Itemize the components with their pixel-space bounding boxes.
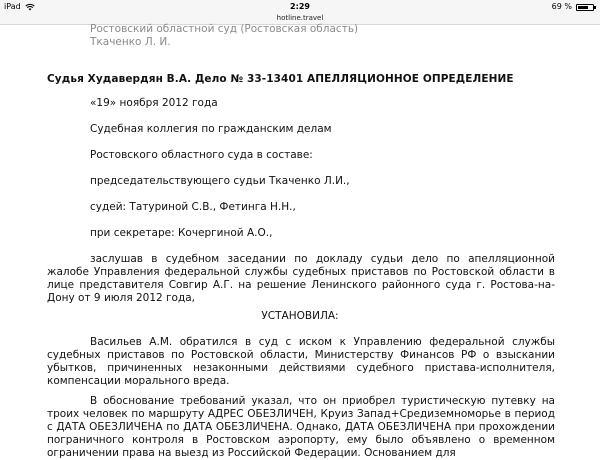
status-time: 2:29 bbox=[290, 2, 310, 11]
status-bar bbox=[0, 0, 600, 14]
document-page bbox=[0, 23, 600, 459]
paragraph-hearing-text: заслушав в судебном заседании по докладу судьи дело по апелляционной жалобе Управления федеральной службы судебных приставов по Ростовской области в лице представителя Совгир А.Г. на решение Ленинского районного суда г. Ростова-на-Дону от 9 июля 2012 года, bbox=[47, 253, 555, 304]
status-right bbox=[552, 0, 594, 14]
document-date: «19» ноября 2012 года bbox=[90, 97, 218, 109]
url-text: hotline.travel bbox=[276, 14, 324, 22]
battery-icon bbox=[576, 4, 594, 11]
paragraph-claim bbox=[47, 336, 555, 388]
court-name: Ростовский областной суд (Ростовская область) bbox=[90, 23, 359, 35]
presiding-judge-line: председательствующего судьи Ткаченко Л.И., bbox=[90, 175, 350, 187]
paragraph-grounds-text: В обоснование требований указал, что он приобрел туристическую путевку на троих человек по маршруту АДРЕС ОБЕЗЛИЧЕН, Круиз Запад+Средиземноморье в период с ДАТА ОБЕЗЛИЧЕНА по ДАТА ОБЕЗЛИЧЕНА. Однако, ДАТА ОБЕЗЛИЧЕНА при прохождении пограничного контроля в Ростовском аэропорту, ему было объявлено о временном ограничении права на выезд из Российской Федерации. Основанием для bbox=[47, 395, 555, 459]
document-title: Судья Худавердян В.А. Дело № 33-13401 АПЕЛЛЯЦИОННОЕ ОПРЕДЕЛЕНИЕ bbox=[47, 73, 514, 85]
established-heading: УСТАНОВИЛА: bbox=[261, 310, 339, 322]
secretary-line: при секретаре: Кочергиной А.О., bbox=[90, 227, 273, 239]
paragraph-grounds bbox=[47, 395, 555, 460]
paragraph-hearing bbox=[47, 253, 555, 305]
judge-name: Ткаченко Л. И. bbox=[90, 36, 171, 48]
judges-line: судей: Татуриной С.В., Фетинга Н.Н., bbox=[90, 201, 296, 213]
battery-percent: 69 % bbox=[551, 2, 572, 11]
paragraph-claim-text: Васильев А.М. обратился в суд с иском к Управлению федеральной службы судебных приставов по Ростовской области, Министерству Финансов РФ о взыскании убытков, причиненных незаконными действиями судебного пристава-исполнителя, компенсации морального вреда. bbox=[47, 336, 555, 387]
device-name: iPad bbox=[4, 2, 21, 11]
collegium-line: Судебная коллегия по гражданским делам bbox=[90, 123, 332, 135]
battery-fill bbox=[578, 6, 588, 9]
court-composition-line: Ростовского областного суда в составе: bbox=[90, 149, 313, 161]
